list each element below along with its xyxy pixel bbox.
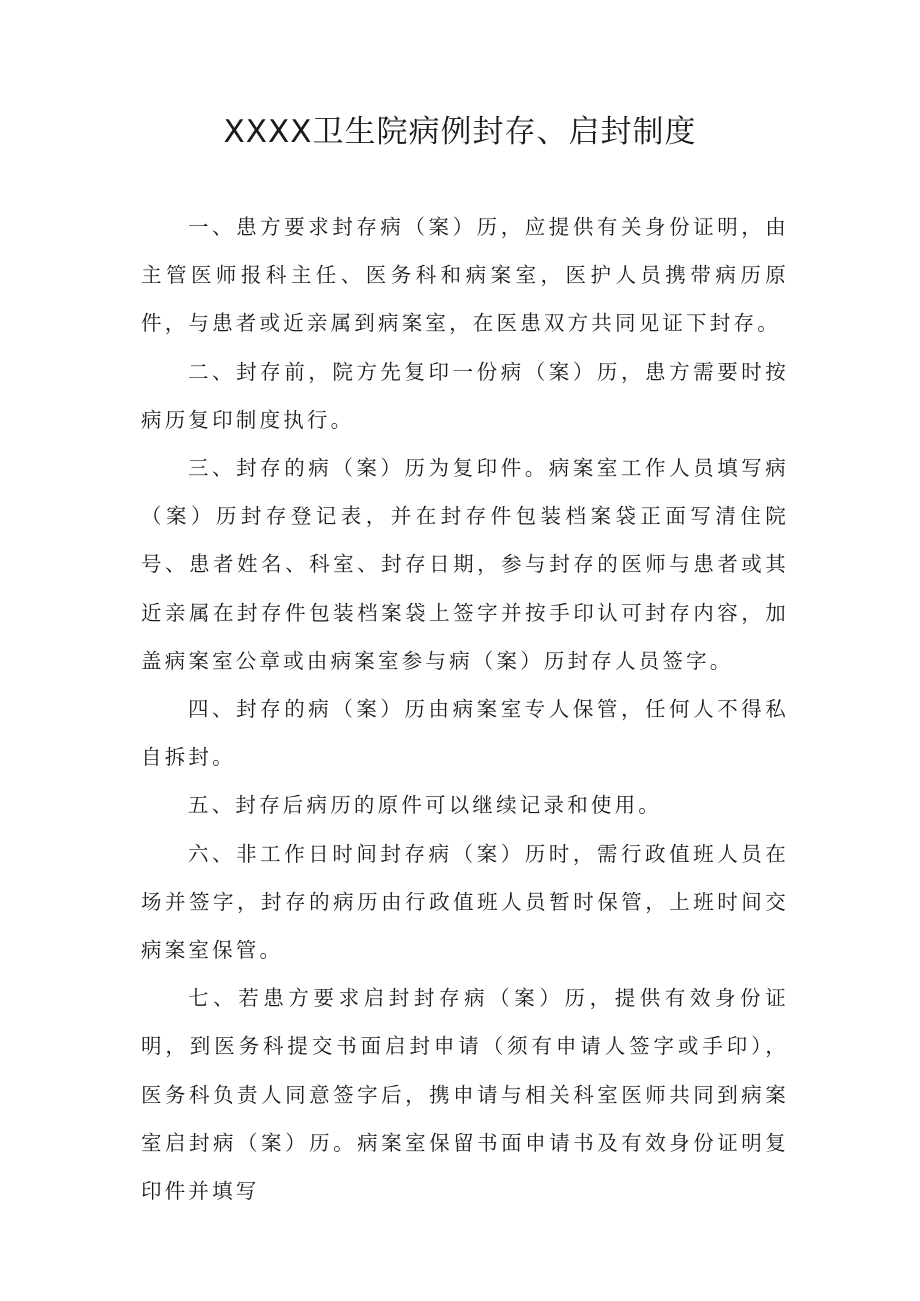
clause-7: 七、若患方要求启封封存病（案）历，提供有效身份证明，到医务科提交书面启封申请（须有申请人签字或手印），医务科负责人同意签字后，携申请与相关科室医师共同到病案室启封病（案）历。病案室保留书面申请书及有效身份证明复印件并填写 [141, 986, 789, 1204]
document-body [141, 203, 789, 1215]
clause-6: 六、非工作日时间封存病（案）历时，需行政值班人员在场并签字，封存的病历由行政值班人员暂时保管，上班时间交病案室保管。 [141, 841, 789, 963]
clause-1: 一、患方要求封存病（案）历，应提供有关身份证明，由主管医师报科主任、医务科和病案室，医护人员携带病历原件，与患者或近亲属到病案室，在医患双方共同见证下封存。 [141, 215, 789, 336]
clause-4: 四、封存的病（案）历由病案室专人保管，任何人不得私自拆封。 [141, 697, 789, 770]
document-title: XXXX卫生院病例封存、启封制度 [223, 114, 697, 150]
clause-5: 五、封存后病历的原件可以继续记录和使用。 [188, 793, 662, 818]
clause-2: 二、封存前，院方先复印一份病（案）历，患方需要时按病历复印制度执行。 [141, 359, 789, 432]
clause-3: 三、封存的病（案）历为复印件。病案室工作人员填写病（案）历封存登记表，并在封存件包装档案袋正面写清住院号、患者姓名、科室、封存日期，参与封存的医师与患者或其近亲属在封存件包装档案袋上签字并按手印认可封存内容，加盖病案室公章或由病案室参与病（案）历封存人员签字。 [141, 456, 789, 673]
